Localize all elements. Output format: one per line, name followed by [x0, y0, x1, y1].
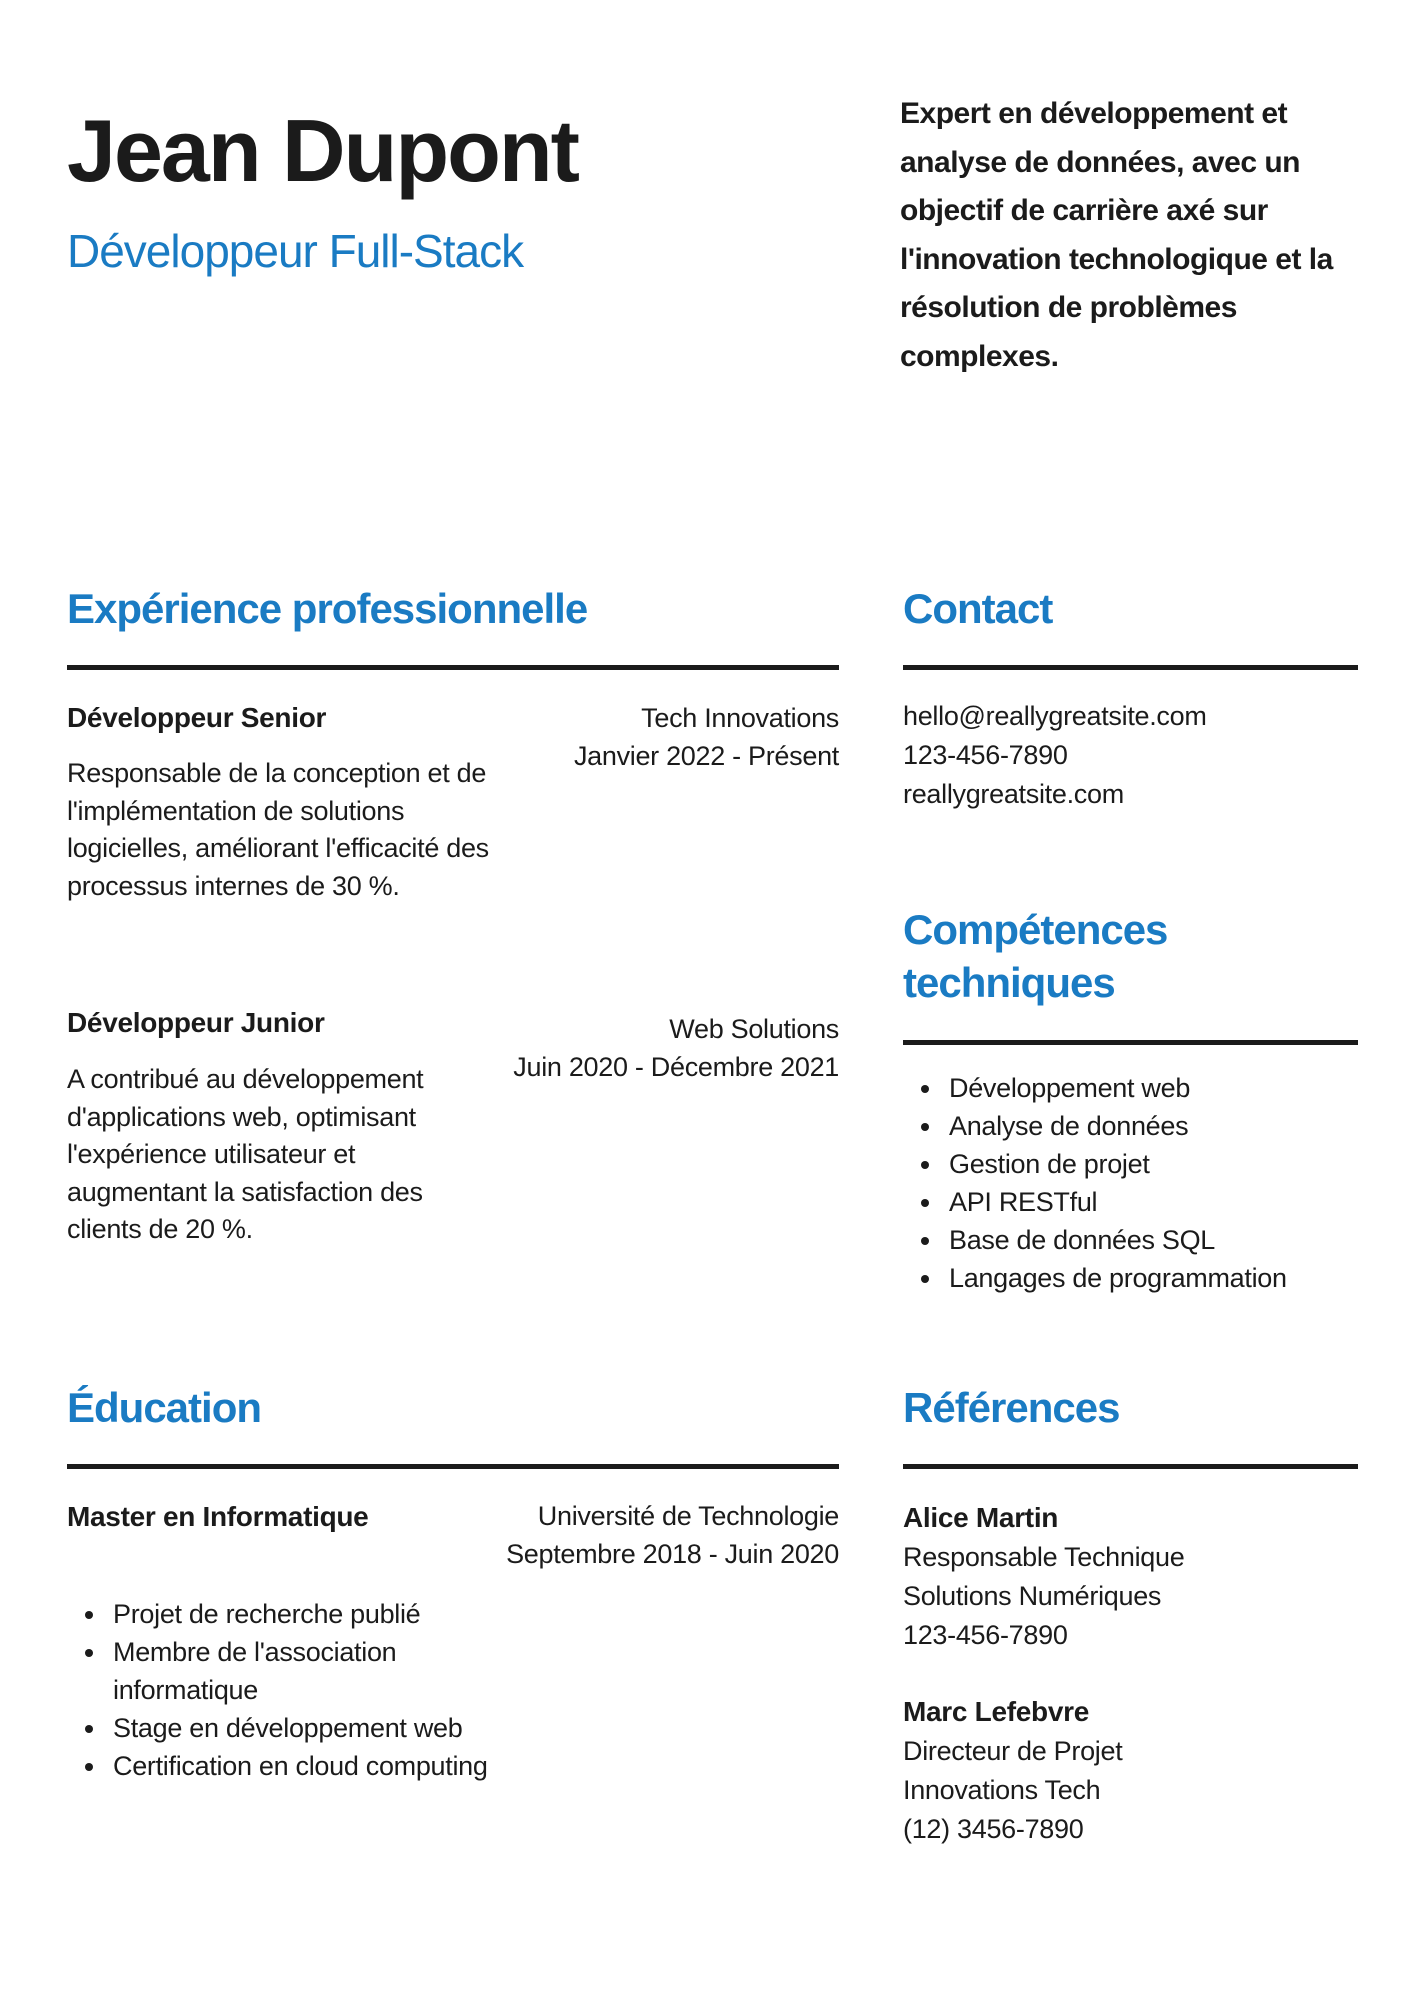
- reference-1-company: Solutions Numériques: [903, 1581, 1162, 1611]
- contact-divider: [903, 665, 1358, 670]
- school-name: Université de Technologie: [537, 1501, 839, 1531]
- reference-1-position: Responsable Technique: [903, 1542, 1185, 1572]
- degree-title: Master en Informatique: [67, 1501, 369, 1532]
- experience-divider: [67, 665, 839, 670]
- skills-divider: [903, 1040, 1358, 1045]
- reference-1-phone: 123-456-7890: [903, 1620, 1068, 1650]
- contact-website[interactable]: reallygreatsite.com: [903, 779, 1124, 809]
- skill-item: Gestion de projet: [903, 1145, 1358, 1183]
- education-list: [67, 1595, 507, 1785]
- education-period: Septembre 2018 - Juin 2020: [506, 1539, 839, 1569]
- reference-1-name: Alice Martin: [903, 1502, 1059, 1533]
- references-divider: [903, 1464, 1358, 1469]
- references-heading: Références: [903, 1384, 1120, 1431]
- skill-item: API RESTful: [903, 1183, 1358, 1221]
- reference-1: [903, 1498, 1184, 1655]
- skills-list: [903, 1069, 1358, 1297]
- education-item: Projet de recherche publié: [67, 1595, 507, 1633]
- skill-item: Développement web: [903, 1069, 1358, 1107]
- job-1-company: Tech Innovations: [641, 703, 839, 733]
- reference-2-phone: (12) 3456-7890: [903, 1814, 1084, 1844]
- reference-2-company: Innovations Tech: [903, 1775, 1101, 1805]
- job-2-company: Web Solutions: [669, 1014, 839, 1044]
- education-item: Certification en cloud computing: [67, 1747, 507, 1785]
- education-item: Membre de l'association informatique: [67, 1633, 507, 1709]
- job-1-meta: [500, 699, 839, 775]
- experience-heading: Expérience professionnelle: [67, 585, 588, 632]
- contact-heading: Contact: [903, 585, 1053, 632]
- education-meta: [460, 1497, 839, 1573]
- reference-2-name: Marc Lefebvre: [903, 1696, 1089, 1727]
- education-divider: [67, 1464, 839, 1469]
- job-2-description: A contribué au développement d'applications web, optimisant l'expérience utilisateur et augmentant la satisfaction des clients de 20 %.: [67, 1064, 424, 1244]
- contact-email[interactable]: hello@reallygreatsite.com: [903, 701, 1207, 731]
- reference-2-position: Directeur de Projet: [903, 1736, 1123, 1766]
- education-item: Stage en développement web: [67, 1709, 507, 1747]
- skills-heading: Compétences techniques: [903, 906, 1168, 1006]
- reference-2: [903, 1692, 1122, 1849]
- job-2-meta: [480, 1010, 839, 1086]
- job-1-title: Développeur Senior: [67, 702, 327, 733]
- job-2-period: Juin 2020 - Décembre 2021: [513, 1052, 839, 1082]
- skill-item: Langages de programmation: [903, 1259, 1358, 1297]
- skill-item: Base de données SQL: [903, 1221, 1358, 1259]
- profile-summary: Expert en développement et analyse de données, avec un objectif de carrière axé sur l'innovation technologique et la résolution de problèmes complexes.: [900, 97, 1333, 373]
- education-heading: Éducation: [67, 1384, 262, 1431]
- job-2-title: Développeur Junior: [67, 1007, 325, 1038]
- skill-item: Analyse de données: [903, 1107, 1358, 1145]
- job-role: Développeur Full-Stack: [67, 225, 524, 277]
- job-1-period: Janvier 2022 - Présent: [573, 741, 839, 771]
- contact-phone[interactable]: 123-456-7890: [903, 740, 1068, 770]
- person-name: Jean Dupont: [67, 101, 578, 200]
- contact-details: [903, 697, 1207, 814]
- job-1-description: Responsable de la conception et de l'implémentation de solutions logicielles, améliorant l'efficacité des processus internes de 30 %.: [67, 758, 489, 901]
